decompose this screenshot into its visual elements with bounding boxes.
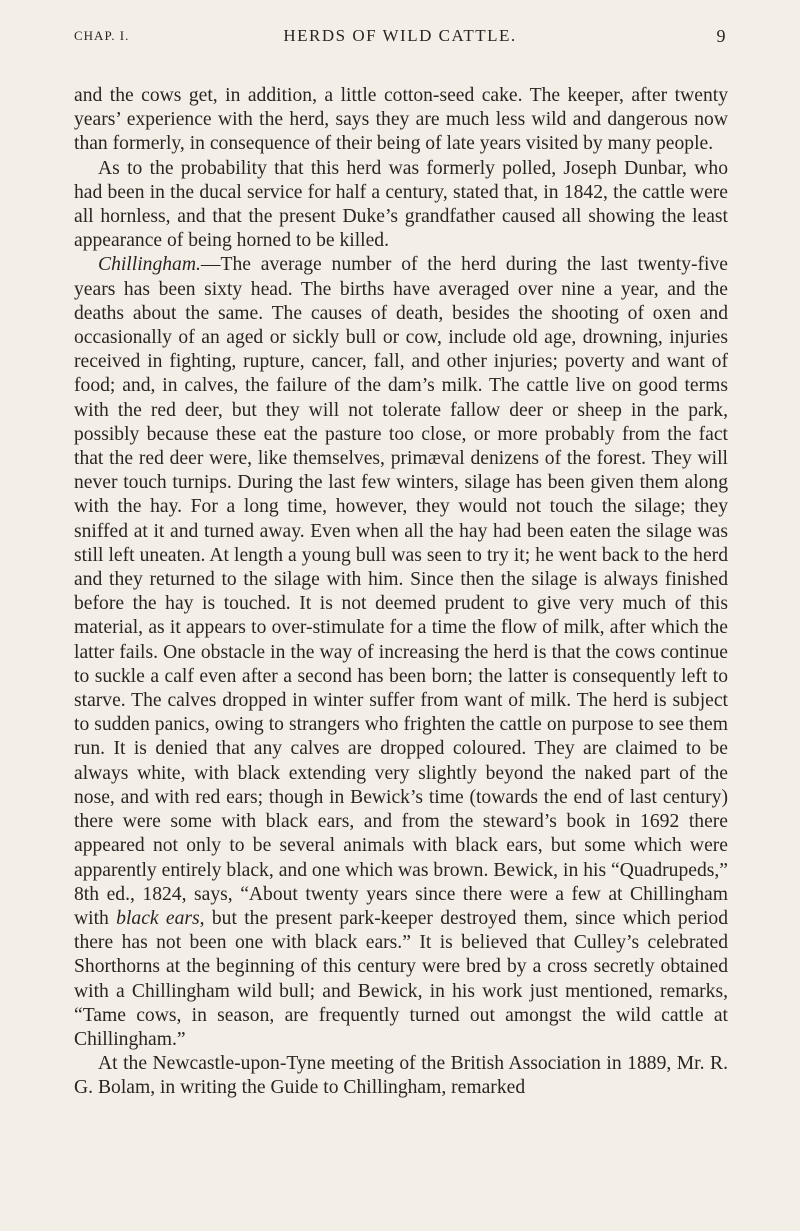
paragraph-polled: As to the probability that this herd was formerly polled, Joseph Dunbar, who had been in the ducal service for half a century, stated that, in 1842, the cattle were all hornless, and that the present Duke’s grandfather caused all showing the least appearance of being horned to be killed. [74, 157, 728, 252]
paragraph-text-part-b: , but the present park-keeper destroyed them, since which period there has not been one with black ears.” It is believed that Culley’s celebrated Shorthorns at the beginning of this century were bred by a cross secretly obtained with a Chillingham wild bull; and Bewick, in his work just mentioned, remarks, “Tame cows, in season, are frequently turned out amongst the wild cattle at Chillingham.” [74, 907, 728, 1050]
paragraph-continuation: and the cows get, in addition, a little cotton-seed cake. The keeper, after twenty years’ experience with the herd, says they are much less wild and dangerous now than formerly, in consequence of their being of late years visited by many people. [74, 85, 728, 155]
body-text [74, 84, 728, 1101]
paragraph-text-part-a: —The average number of the herd during the last twenty-five years has been sixty head. The births have averaged over nine a year, and the deaths about the same. The causes of death, besides the shooting of oxen and occasionally of an aged or sickly bull or cow, include old age, drowning, injuries received in fighting, rupture, cancer, fall, and other injuries; poverty and want of food; and, in calves, the failure of the dam’s milk. The cattle live on good terms with the red deer, but they will not tolerate fallow deer or sheep in the park, possibly because these eat the pasture too close, or more probably from the fact that the red deer were, like themselves, primæval denizens of the forest. They will never touch turnips. During the last few winters, silage has been given them along with the hay. For a long time, however, they would not touch the silage; they sniffed at it and turned away. Even when all the hay had been eaten the silage was still left uneaten. At length a young bull was seen to try it; he went back to the herd and they returned to the silage with him. Since then the silage is always finished before the hay is touched. It is not deemed prudent to give very much of this material, as it appears to over-stimulate for a time the flow of milk, after which the latter fails. One obstacle in the way of increasing the herd is that the cows continue to suckle a calf even after a second has been born; the latter is consequently left to starve. The calves dropped in winter suffer from want of milk. The herd is subject to sudden panics, owing to strangers who frighten the cattle on purpose to see them run. It is denied that any calves are dropped coloured. They are claimed to be always white, with black extending very slightly beyond the naked part of the nose, and with red ears; though in Bewick’s time (towards the end of last century) there were some with black ears, and from the steward’s book in 1692 there appeared not only to be several animals with black ears, but some which were apparently entirely black, and one which was brown. Bewick, in his “Quadrupeds,” 8th ed., 1824, says, “About twenty years since there were a few at Chillingham with [74, 254, 728, 929]
italic-phrase: black ears [116, 907, 200, 929]
paragraph-british-association: At the Newcastle-upon-Tyne meeting of the British Association in 1889, Mr. R. G. Bolam, in writing the Guide to Chillingham, remarked [74, 1053, 728, 1099]
running-title: HERDS OF WILD CATTLE. [283, 26, 517, 45]
page-number: 9 [716, 26, 726, 46]
running-head [74, 26, 726, 50]
paragraph-chillingham [74, 253, 728, 1052]
section-heading-chillingham: Chillingham. [98, 254, 201, 276]
chapter-label: CHAP. I. [74, 28, 130, 43]
